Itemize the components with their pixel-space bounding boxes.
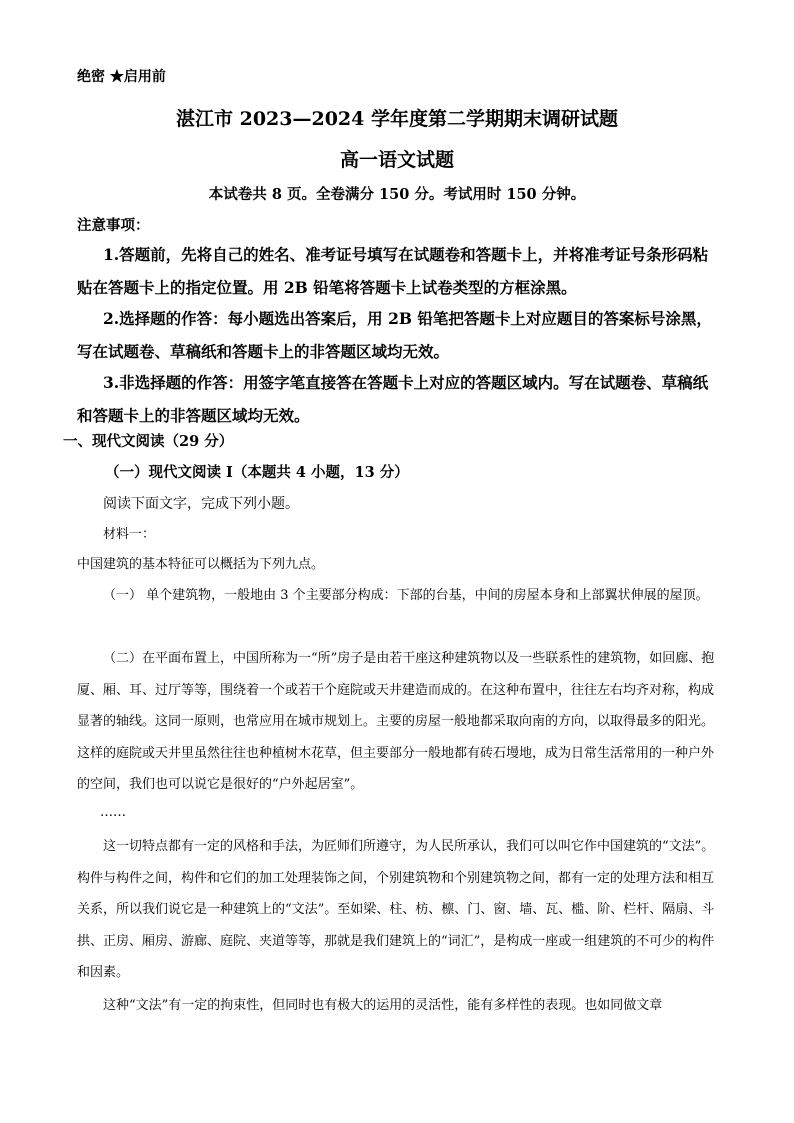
passage-ellipsis: ……	[100, 805, 126, 820]
section-title: 一、现代文阅读（29 分）	[63, 433, 234, 450]
passage-paragraph: （二）在平面布置上，中国所称为一“所”房子是由若干座这种建筑物以及一些联系性的建筑物，如回廊、抱厦、厢、耳、过厅等等，围绕着一个或若干个庭院或天井建造而成的。在这种布置中，往往左右均齐对称，构成显著的轴线。这同一原则，也常应用在城市规划上。主要的房屋一般地都采取向南的方向，以取得最多的阳光。这样的庭院或天井里虽然往往也种植树木花草，但主要部分一般地都有砖石墁地，成为日常生活常用的一种户外的空间，我们也可以说它是很好的“户外起居室”。	[77, 651, 715, 792]
passage-paragraph: （一） 单个建筑物，一般地由 3 个主要部分构成：下部的台基，中间的房屋本身和上部翼状伸展的屋顶。	[103, 588, 709, 603]
exam-info: 本试卷共 8 页。全卷满分 150 分。考试用时 150 分钟。	[208, 186, 586, 203]
passage-paragraph: 这种“文法”有一定的拘束性，但同时也有极大的运用的灵活性，能有多样性的表现。也如同做文章	[103, 998, 663, 1013]
exam-subtitle: 高一语文试题	[339, 149, 454, 171]
exam-title: 湛江市 2023—2024 学年度第二学期期末调研试题	[176, 108, 618, 130]
passage-paragraph: 这一切特点都有一定的风格和手法，为匠师们所遵守，为人民所承认，我们可以叫它作中国建筑的“文法”。构件与构件之间，构件和它们的加工处理装饰之间，个别建筑物和个别建筑物之间，都有一定的处理方法和相互关系，所以我们说它是一种建筑上的“文法”。至如梁、柱、枋、檩、门、窗、墙、瓦、槛、阶、栏杆、隔扇、斗拱、正房、厢房、游廊、庭院、夹道等等，那就是我们建筑上的“词汇”，是构成一座或一组建筑的不可少的构件和因素。	[77, 839, 715, 980]
material-label: 材料一：	[103, 527, 156, 542]
notice-heading: 注意事项：	[77, 217, 150, 234]
passage-paragraph: 中国建筑的基本特征可以概括为下列九点。	[77, 557, 325, 572]
subsection-title: （一）现代文阅读 I（本题共 4 小题，13 分）	[105, 464, 409, 481]
notice-item: 2.选择题的作答：每小题选出答案后，用 2B 铅笔把答题卡上对应题目的答案标号涂黑，写在试题卷、草稿纸和答题卡上的非答题区域均无效。	[77, 309, 712, 361]
reading-instruction: 阅读下面文字，完成下列小题。	[103, 496, 299, 512]
confidential-label: 绝密 ★启用前	[77, 69, 166, 85]
notice-item: 3.非选择题的作答：用签字笔直接答在答题卡上对应的答题区域内。写在试题卷、草稿纸和答题卡上的非答题区域均无效。	[77, 373, 709, 425]
notice-item: 1.答题前，先将自己的姓名、准考证号填写在试题卷和答题卡上，并将准考证号条形码粘贴在答题卡上的指定位置。用 2B 铅笔将答题卡上试卷类型的方框涂黑。	[77, 245, 709, 297]
